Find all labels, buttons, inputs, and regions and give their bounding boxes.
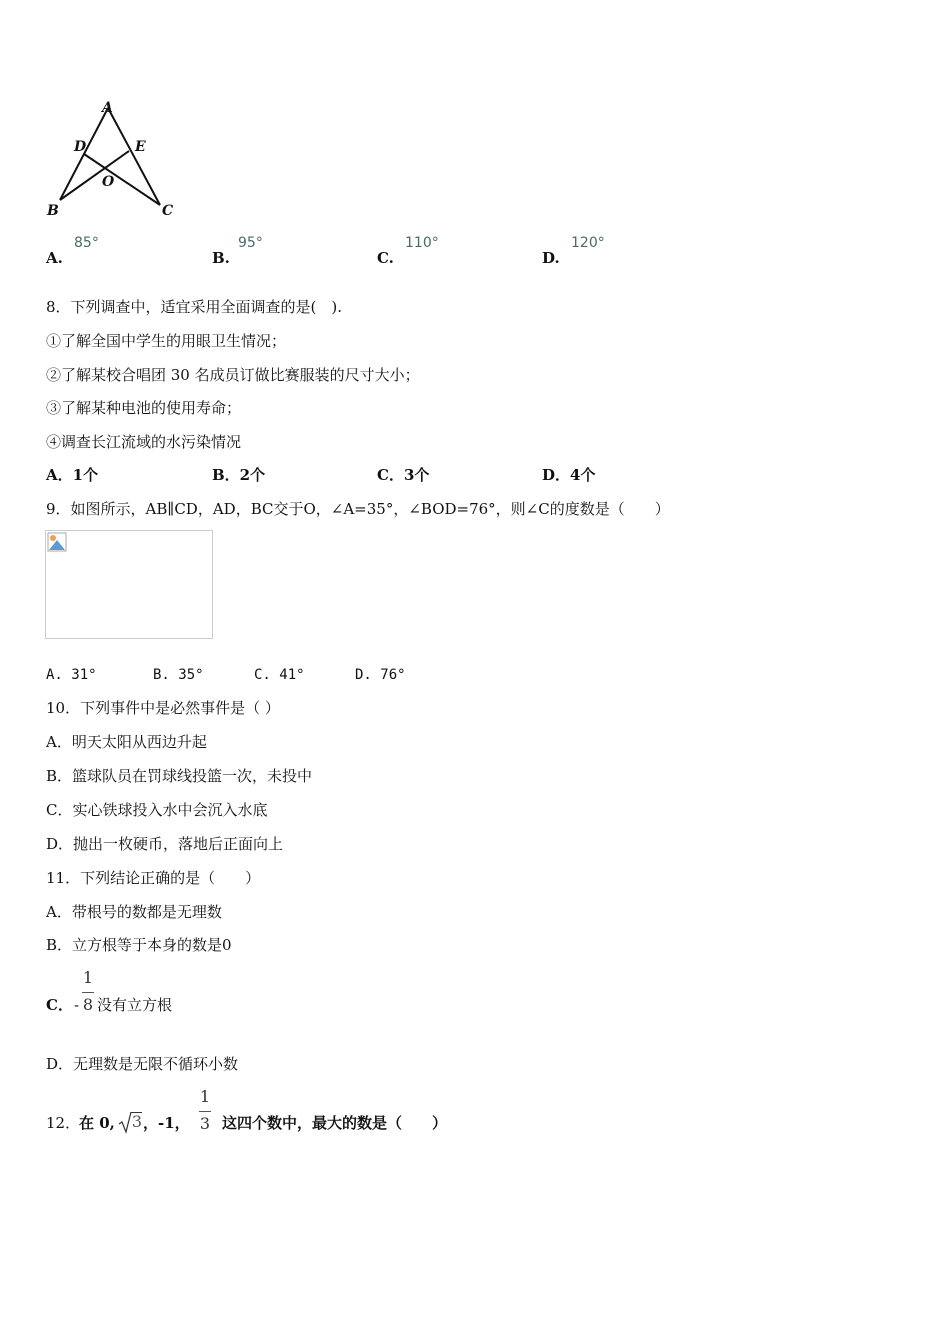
q11-option-c-text: 没有立方根 (97, 996, 173, 1014)
fraction-bar (199, 1111, 211, 1112)
q11-fraction-numerator: 1 (82, 968, 94, 987)
q12-pre: 在 0, (79, 1114, 115, 1132)
q11-fraction-denominator: 8 (82, 995, 94, 1014)
q7-option-a-value: 85° (74, 235, 99, 251)
q11-option-a: A．带根号的数都是无理数 (46, 903, 222, 921)
q7-option-b-value: 95° (238, 235, 263, 251)
triangle-figure (44, 98, 184, 223)
q10-option-c: C．实心铁球投入水中会沉入水底 (46, 801, 268, 819)
q12-post: 这四个数中，最大的数是（ ） (222, 1114, 448, 1132)
q7-option-c-value: 110° (405, 235, 439, 251)
q11-option-d: D．无理数是无限不循环小数 (46, 1055, 239, 1073)
q11-stem: 11．下列结论正确的是（ ） (46, 869, 261, 887)
q9-stem: 9．如图所示，AB∥CD，AD，BC交于O，∠A=35°，∠BOD=76°，则∠C的度数是（ ） (46, 500, 670, 518)
q8-option-a: A．1个 (46, 466, 99, 484)
q7-option-b-letter: B. (212, 249, 230, 267)
q8-item-4: ④调查长江流域的水污染情况 (46, 433, 242, 451)
q9-option-d: D. 76° (355, 667, 406, 683)
q8-option-b: B．2个 (212, 466, 266, 484)
q7-option-d-letter: D. (542, 249, 560, 267)
q9-option-c: C. 41° (254, 667, 305, 683)
q8-stem: 8．下列调查中，适宜采用全面调查的是( ). (46, 298, 343, 316)
q10-option-a: A．明天太阳从西边升起 (46, 733, 207, 751)
q12-mid: ，-1， (143, 1114, 190, 1132)
q11-option-c-minus: - (74, 996, 80, 1014)
q12-number: 12． (46, 1114, 81, 1132)
line-be (60, 151, 129, 200)
label-c: C (162, 203, 174, 219)
q7-option-d-value: 120° (571, 235, 605, 251)
broken-image-placeholder (45, 530, 213, 639)
q7-option-a-letter: A. (46, 249, 63, 267)
label-b: B (47, 203, 59, 219)
q10-option-b: B．篮球队员在罚球线投篮一次，未投中 (46, 767, 313, 785)
broken-image-icon (47, 532, 67, 552)
label-o: O (102, 174, 115, 190)
q10-stem: 10．下列事件中是必然事件是（ ） (46, 699, 280, 717)
q7-option-c-letter: C. (377, 249, 394, 267)
q8-option-d: D．4个 (542, 466, 596, 484)
line-ac (108, 108, 160, 205)
q9-option-b: B. 35° (153, 667, 204, 683)
q8-item-2: ②了解某校合唱团 30 名成员订做比赛服装的尺寸大小； (46, 366, 420, 384)
q11-option-c-letter: C． (46, 996, 73, 1014)
label-e: E (135, 139, 146, 155)
q12-fraction-denominator: 3 (199, 1114, 211, 1133)
label-a: A (102, 100, 113, 116)
q12-fraction-numerator: 1 (199, 1087, 211, 1106)
q8-item-1: ①了解全国中学生的用眼卫生情况； (46, 332, 287, 350)
q9-option-a: A. 31° (46, 667, 97, 683)
q8-option-c: C．3个 (377, 466, 430, 484)
sqrt-radicand: 3 (131, 1112, 143, 1131)
fraction-bar (82, 992, 94, 993)
q10-option-d: D．抛出一枚硬币，落地后正面向上 (46, 835, 284, 853)
q11-option-b: B．立方根等于本身的数是0 (46, 936, 232, 954)
line-cd (84, 154, 160, 205)
q8-item-3: ③了解某种电池的使用寿命； (46, 399, 242, 417)
label-d: D (74, 139, 87, 155)
